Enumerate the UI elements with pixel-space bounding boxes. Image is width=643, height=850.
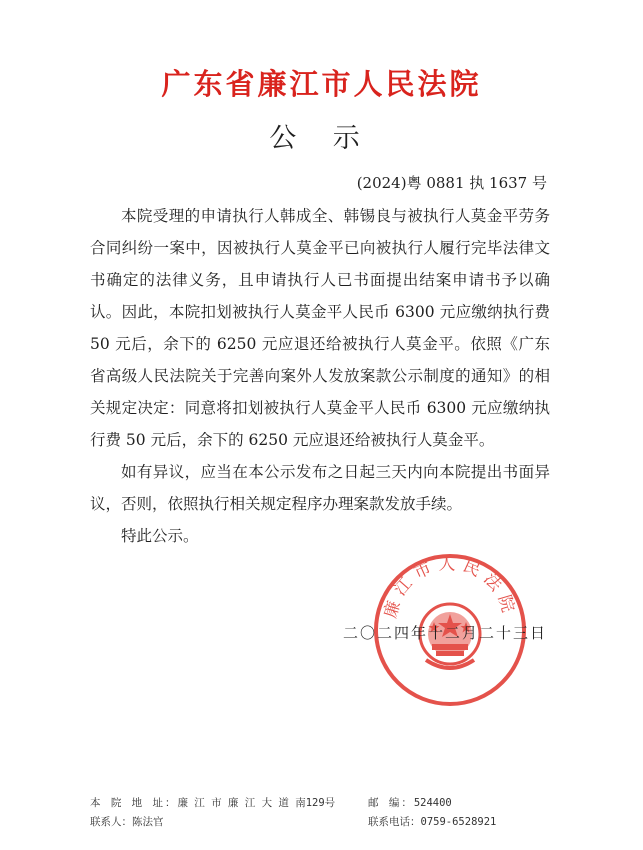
court-name-title: 广东省廉江市人民法院	[161, 67, 482, 101]
phone-label: 联系电话：	[368, 816, 421, 828]
contact-value: 陈法官	[132, 816, 164, 828]
footer-row-contact	[90, 814, 497, 829]
address-value: 廉 江 市 廉 江 大 道 南129号	[177, 797, 336, 809]
signature-date: 二〇二四年十二月二十三日	[342, 624, 547, 642]
case-number: (2024)粤 0881 执 1637 号	[356, 174, 547, 192]
document-type-title: 公 示	[269, 123, 374, 154]
postcode-value: 524400	[413, 797, 452, 809]
notice-body	[90, 200, 550, 552]
seal-text: 廉江市人民法院	[380, 554, 520, 621]
notice-paragraph-2: 如有异议，应当在本公示发布之日起三天内向本院提出书面异议，否则，依照执行相关规定程序办理案款发放手续。	[90, 463, 550, 513]
address-label: 本 院 地 址：	[90, 797, 178, 809]
notice-paragraph-3: 特此公示。	[121, 527, 199, 545]
contact-label: 联系人：	[90, 816, 132, 828]
notice-paragraph-1: 本院受理的申请执行人韩成全、韩锡良与被执行人莫金平劳务合同纠纷一案中，因被执行人莫金平已向被执行人履行完毕法律文书确定的法律义务，且申请执行人已书面提出结案申请书予以确认。因此，本院扣划被执行人莫金平人民币 6300 元应缴纳执行费 50 元后，余下的 6250 元应退还给被执行人莫金平。依照《广东省高级人民法院关于完善向案外人发放案款公示制度的通知》的相关规定决定：同意将扣划被执行人莫金平人民币 6300 元应缴纳执行费 50 元后，余下的 6250 元应退还给被执行人莫金平。	[90, 207, 550, 449]
postcode-label: 邮 编：	[368, 797, 414, 809]
phone-value: 0759-6528921	[420, 816, 497, 828]
footer-row-address	[90, 795, 452, 810]
